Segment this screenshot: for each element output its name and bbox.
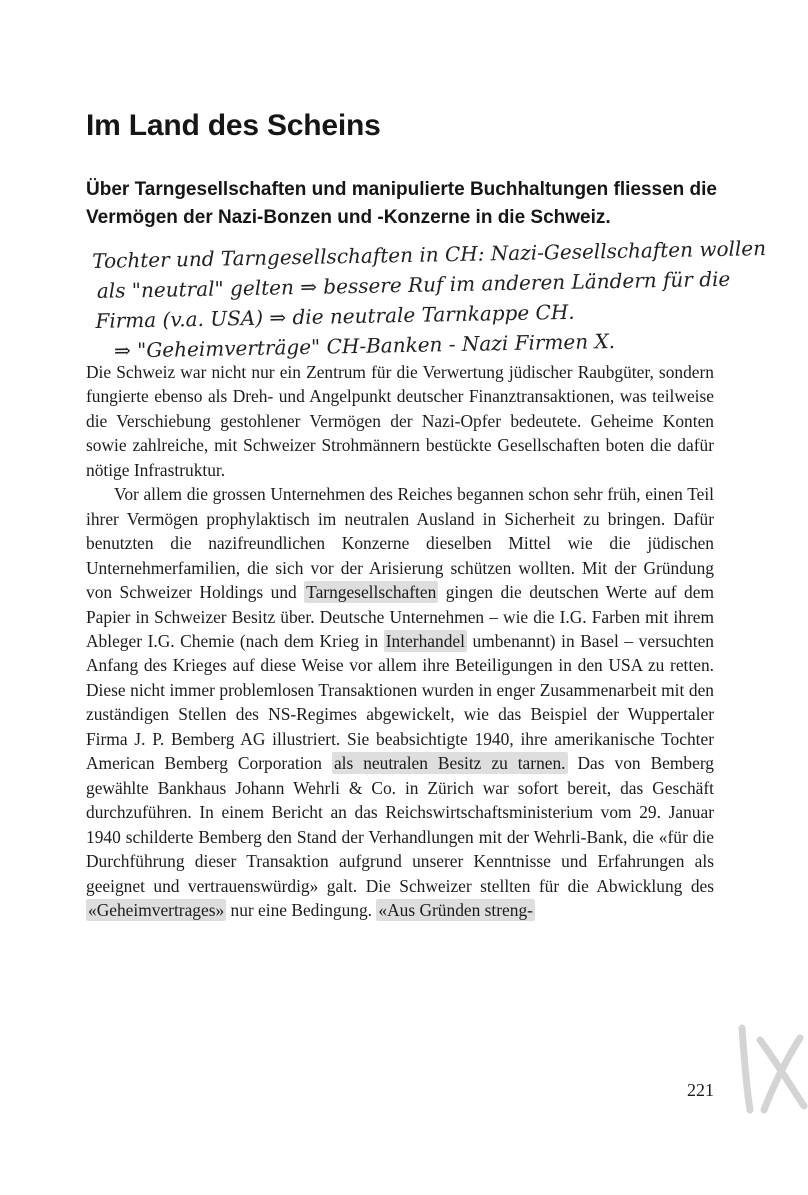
paragraph-2-text: Vor allem die grossen Unternehmen des Reiches begannen schon sehr früh, einen Teil ihrer Vermögen prophylaktisch im neutralen Ausland in Sicherheit zu bringen. Dafür benutzten die nazifreundlichen Konzerne dieselben Mittel wie die jüdischen Unternehmerfamilien, die sich vor der Arisierung schützen wollten. Mit der Gründung von Schweizer Holdings und [86, 484, 714, 603]
paragraph-2-text: umbenannt) in Basel – versuchten Anfang des Krieges auf diese Weise vor allem ihre Beteiligungen in den USA zu retten. Diese nicht immer problemlosen Transaktionen wurden in enger Zusammenarbeit mit den zuständigen Stellen des NS-Regimes abgewickelt, wie das Beispiel der Wuppertaler Firma J. P. Bemberg AG illustriert. Sie beabsichtigte 1940, ihre amerikanische Tochter American Bemberg Corporation [86, 630, 714, 774]
paragraph-2-text: gingen die deutschen Werte auf dem Papier in Schweizer Besitz über. Deutsche Unternehmen – wie die I.G. Farben mit ihrem Ableger I.G. Chemie (nach dem Krieg in [86, 582, 714, 651]
handwritten-annotation [92, 233, 784, 372]
page-number: 221 [687, 1080, 714, 1100]
handwritten-x-mark-icon [720, 1010, 808, 1120]
highlight-aus-gruenden: «Aus Gründen streng- [378, 899, 533, 920]
highlight-interhandel: Interhandel [385, 630, 465, 651]
paragraph-2 [86, 482, 714, 922]
highlight-tarngesellschaften: Tarngesellschaften [306, 582, 437, 603]
chapter-subtitle: Über Tarngesellschaften und manipulierte Buchhaltungen fliessen die Vermögen der Nazi-Bonzen und -Konzerne in die Schweiz. [86, 179, 717, 228]
chapter-title: Im Land des Scheins [86, 109, 381, 142]
handwritten-line-1: Tochter und Tarngesellschaften in CH: Nazi-Gesellschaften wollen [92, 236, 767, 273]
paragraph-2-text: nur eine Bedingung. [226, 899, 377, 920]
body-text [86, 360, 714, 922]
handwritten-line-4: ⇒ "Geheimverträge" CH-Banken - Nazi Firmen X. [113, 328, 616, 363]
paragraph-1: Die Schweiz war nicht nur ein Zentrum für die Verwertung jüdischer Raubgüter, sondern fungierte ebenso als Dreh- und Angelpunkt deutscher Finanztransaktionen, was teilweise die Verschiebung gestohlener Vermögen der Nazi-Opfer bedeutete. Geheime Konten sowie zahlreiche, mit Schweizer Strohmännern bestückte Gesellschaften boten die dafür nötige Infrastruktur. [86, 362, 714, 480]
highlight-geheimvertrages: «Geheimvertrages» [88, 899, 225, 920]
paragraph-2-text: Das von Bemberg gewählte Bankhaus Johann Wehrli & Co. in Zürich war sofort bereit, das Geschäft durchzuführen. In einem Bericht an das Reichswirtschaftsministerium vom 29. Januar 1940 schilderte Bemberg den Stand der Verhandlungen mit der Wehrli-Bank, die «für die Durchführung dieser Transaktion aufgrund unserer Kenntnisse und Erfahrungen als geeignet und vertrauenswürdig» galt. Die Schweizer stellten für die Abwicklung des [86, 753, 715, 896]
handwritten-line-3: Firma (v.a. USA) ⇒ die neutrale Tarnkappe CH. [95, 299, 575, 333]
highlight-neutralen-besitz: als neutralen Besitz zu tarnen. [333, 753, 566, 774]
handwritten-line-2: als "neutral" gelten ⇒ bessere Ruf im anderen Ländern für die [96, 266, 731, 303]
